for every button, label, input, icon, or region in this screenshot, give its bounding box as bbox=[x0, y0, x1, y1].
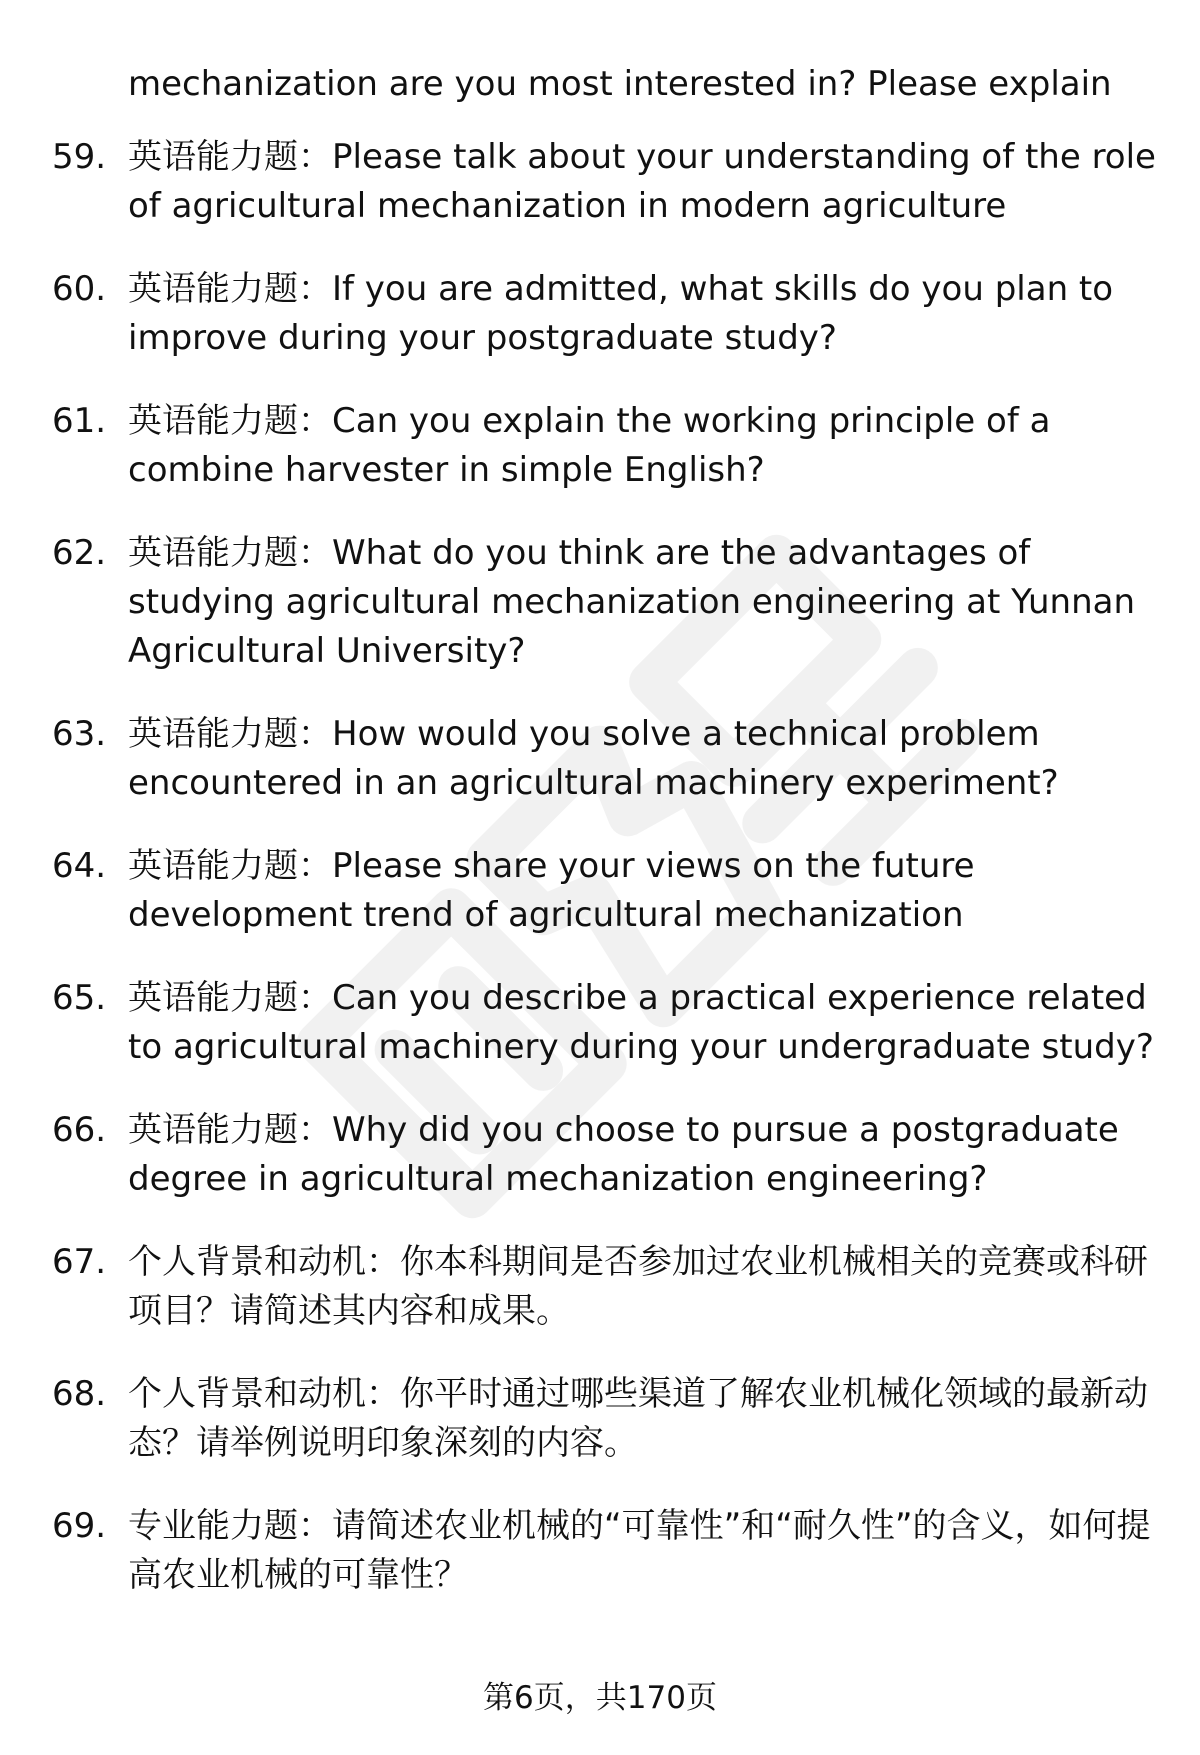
question-text: 英语能力题：Can you describe a practical experience related to agricultural machinery during your undergraduate study? bbox=[128, 978, 1154, 1067]
question-text: 英语能力题：If you are admitted, what skills do you plan to improve during your postgraduate study? bbox=[128, 269, 1114, 358]
question-number: 61. bbox=[52, 401, 107, 441]
question-item bbox=[0, 529, 1200, 676]
question-number: 68. bbox=[52, 1374, 107, 1414]
question-number: 65. bbox=[52, 978, 107, 1018]
question-text: 英语能力题：Please share your views on the future development trend of agricultural mechanization bbox=[128, 846, 975, 935]
question-text: 英语能力题：What do you think are the advantages of studying agricultural mechanization engineering at Yunnan Agricultural University? bbox=[128, 533, 1136, 671]
question-item bbox=[0, 974, 1200, 1072]
question-number: 62. bbox=[52, 533, 107, 573]
continued-question-text: mechanization are you most interested in? Please explain bbox=[128, 64, 1112, 104]
page-number-footer: 第6页，共170页 bbox=[483, 1680, 717, 1716]
question-item bbox=[0, 842, 1200, 940]
question-number: 66. bbox=[52, 1110, 107, 1150]
question-text: 英语能力题：Can you explain the working principle of a combine harvester in simple English? bbox=[128, 401, 1051, 490]
question-item bbox=[0, 265, 1200, 363]
question-item bbox=[0, 1502, 1200, 1600]
question-number: 69. bbox=[52, 1506, 107, 1546]
question-text: 英语能力题：Why did you choose to pursue a postgraduate degree in agricultural mechanization engineering? bbox=[128, 1110, 1119, 1199]
question-text: 个人背景和动机：你平时通过哪些渠道了解农业机械化领域的最新动态？请举例说明印象深刻的内容。 bbox=[128, 1374, 1148, 1463]
question-number: 63. bbox=[52, 714, 107, 754]
question-number: 59. bbox=[52, 137, 107, 177]
question-item bbox=[0, 397, 1200, 495]
question-number: 64. bbox=[52, 846, 107, 886]
question-item bbox=[0, 133, 1200, 231]
question-item bbox=[0, 1238, 1200, 1336]
question-text: 英语能力题：How would you solve a technical problem encountered in an agricultural machinery experiment? bbox=[128, 714, 1059, 803]
question-text: 英语能力题：Please talk about your understanding of the role of agricultural mechanization in modern agriculture bbox=[128, 137, 1156, 226]
question-number: 60. bbox=[52, 269, 107, 309]
question-number: 67. bbox=[52, 1242, 107, 1282]
question-list bbox=[0, 133, 1200, 1634]
question-item bbox=[0, 1370, 1200, 1468]
question-item bbox=[0, 1106, 1200, 1204]
question-text: 专业能力题：请简述农业机械的“可靠性”和“耐久性”的含义，如何提高农业机械的可靠性？ bbox=[128, 1506, 1151, 1595]
question-text: 个人背景和动机：你本科期间是否参加过农业机械相关的竞赛或科研项目？请简述其内容和成果。 bbox=[128, 1242, 1148, 1331]
question-item bbox=[0, 710, 1200, 808]
